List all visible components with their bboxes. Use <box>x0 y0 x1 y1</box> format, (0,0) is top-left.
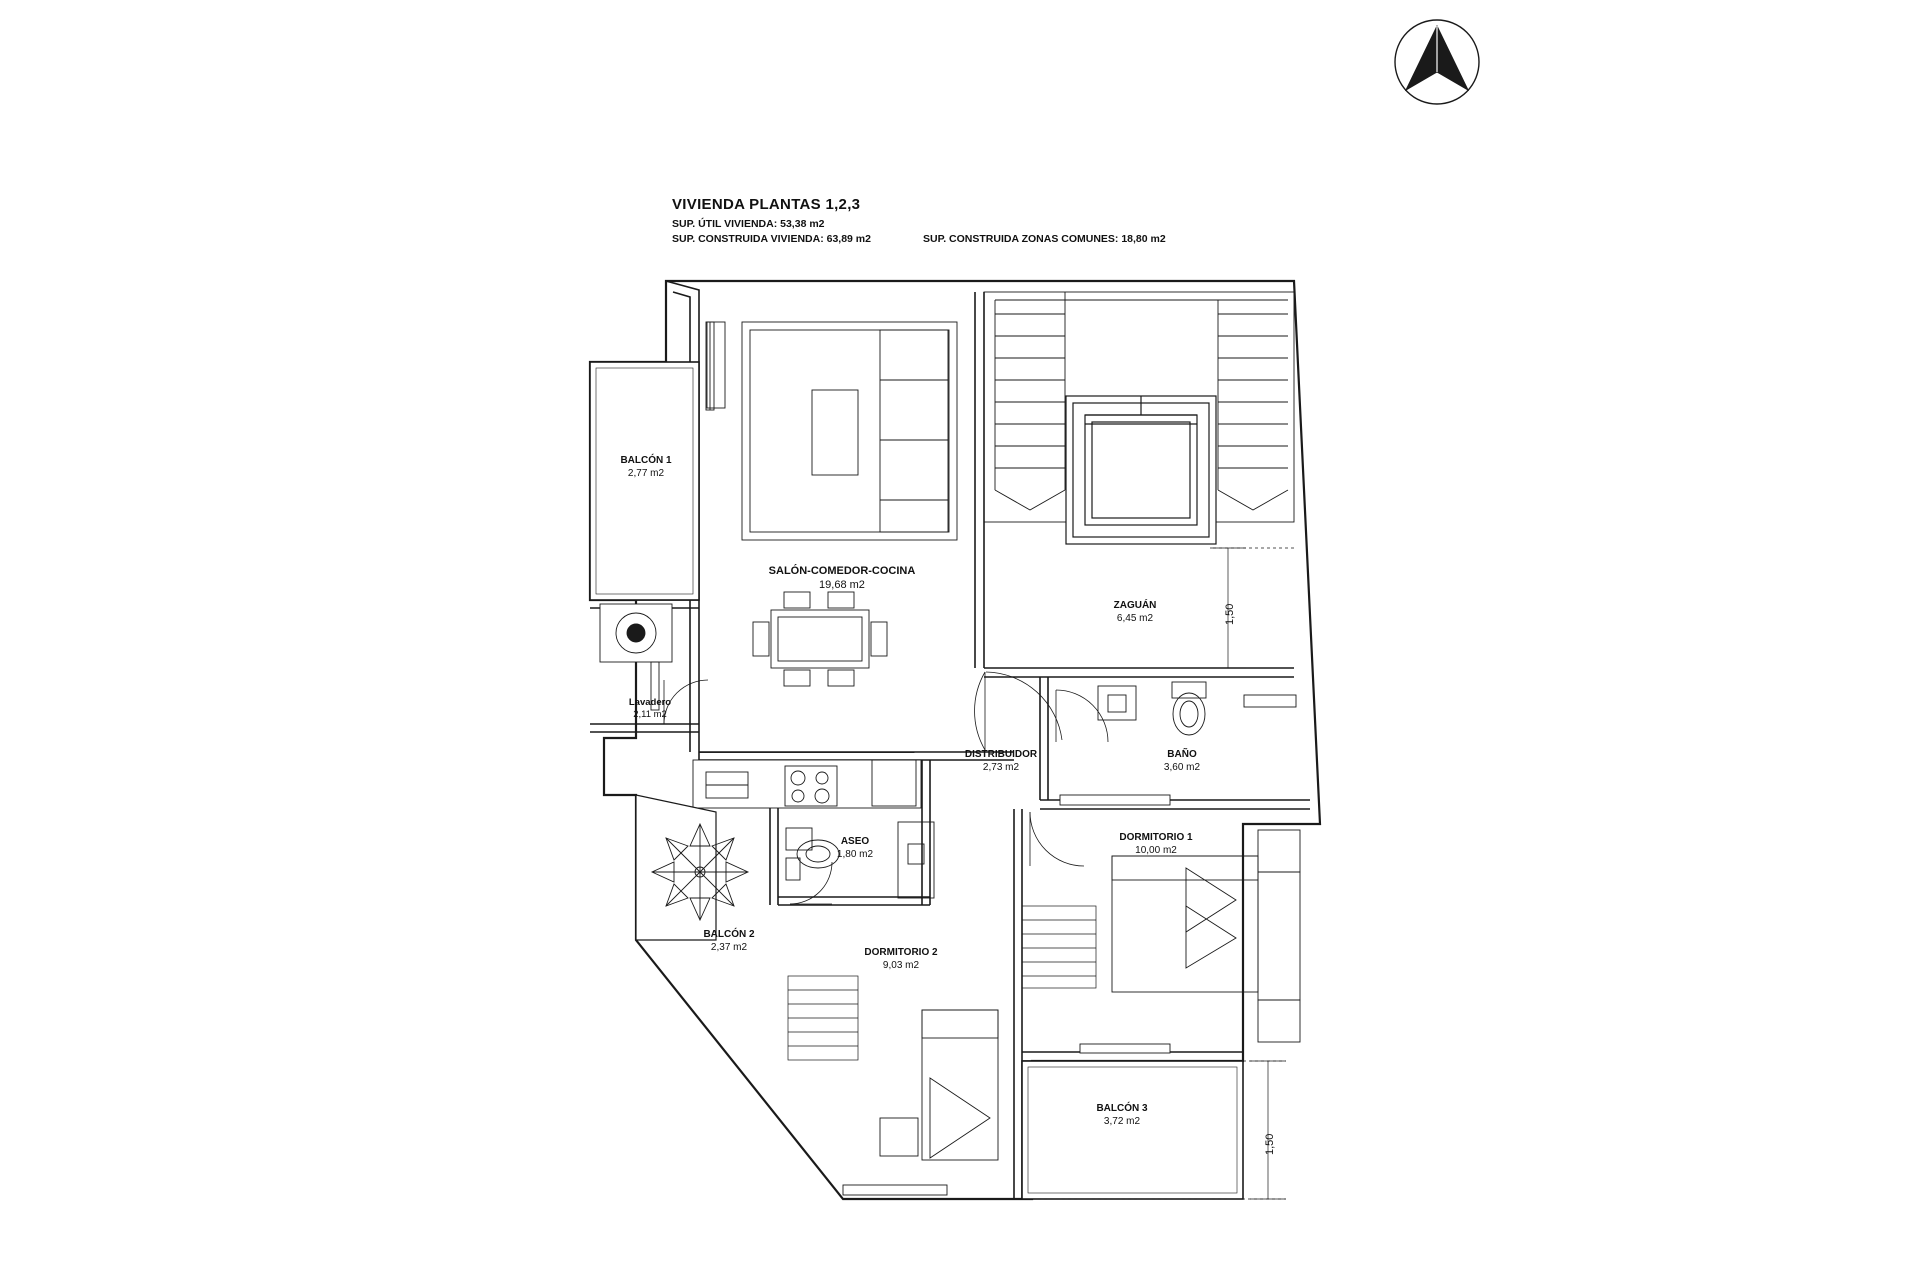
room-label-zaguan: ZAGUÁN 6,45 m2 <box>1113 600 1157 624</box>
room-label-aseo: ASEO 1,80 m2 <box>836 836 874 860</box>
room-label-salon-comedor-cocina: SALÓN-COMEDOR-COCINA 19,68 m2 <box>768 565 916 591</box>
dimension-label-bottom-right: 1,50 <box>1264 1133 1276 1155</box>
room-label-balcon-3: BALCÓN 3 3,72 m2 <box>1096 1103 1148 1127</box>
bedroom-2-furniture <box>880 1010 998 1160</box>
room-label-bano: BAÑO 3,60 m2 <box>1163 749 1201 773</box>
room-label-lavadero: Lavadero 2,11 m2 <box>628 697 672 720</box>
north-arrow-icon <box>1395 20 1479 104</box>
balcony-3-outline <box>1022 1061 1243 1199</box>
useful-area-text: SUP. ÚTIL VIVIENDA: 53,38 m2 <box>672 218 825 230</box>
room-label-dormitorio-2: DORMITORIO 2 9,03 m2 <box>864 947 938 971</box>
elevator <box>1066 396 1216 544</box>
living-room-furniture <box>707 322 957 540</box>
plant-icon <box>652 824 748 920</box>
room-label-balcon-2: BALCÓN 2 2,37 m2 <box>703 929 755 953</box>
plan-title: VIVIENDA PLANTAS 1,2,3 <box>672 196 861 213</box>
dimension-label-top-right: 1,50 <box>1224 603 1236 625</box>
dining-set <box>753 592 887 686</box>
kitchen-counter <box>693 752 921 808</box>
room-label-dormitorio-1: DORMITORIO 1 10,00 m2 <box>1119 832 1193 856</box>
built-area-dwelling-text: SUP. CONSTRUIDA VIVIENDA: 63,89 m2 <box>672 233 871 245</box>
room-label-distribuidor: DISTRIBUIDOR 2,73 m2 <box>964 749 1038 773</box>
bathroom-fixtures <box>1098 682 1296 735</box>
built-area-common-text: SUP. CONSTRUIDA ZONAS COMUNES: 18,80 m2 <box>922 233 1166 245</box>
title-block <box>672 196 1166 245</box>
room-label-balcon-1: BALCÓN 1 2,77 m2 <box>620 455 672 479</box>
balcony-1-outline <box>590 362 699 600</box>
bedroom-1-furniture <box>1112 830 1300 1042</box>
